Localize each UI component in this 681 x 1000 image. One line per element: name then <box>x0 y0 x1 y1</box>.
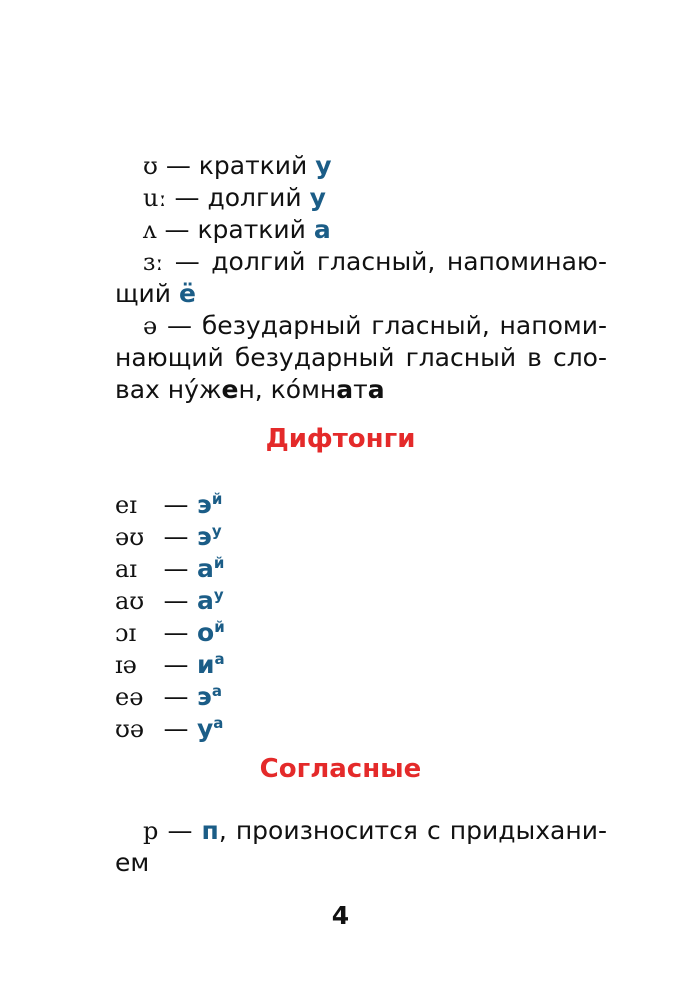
diphthong-row <box>115 483 223 519</box>
russian-letter-superscript: у <box>211 522 222 540</box>
vowel-description: щий <box>115 279 179 308</box>
russian-letter-superscript: а <box>211 682 222 700</box>
vowel-row <box>143 150 607 182</box>
section-heading-diphthongs: Дифтонги <box>265 424 416 454</box>
example-stressless-vowel: е <box>221 375 239 404</box>
russian-letter: п <box>201 816 219 845</box>
ipa-symbol: ɜː <box>143 248 164 276</box>
russian-letter: у <box>197 714 214 743</box>
dash: — <box>163 522 189 551</box>
russian-letter: ё <box>179 279 196 308</box>
vowel-description: — безударный гласный, напоми- <box>167 311 607 340</box>
russian-letter: э <box>197 682 212 711</box>
diphthong-row <box>115 611 225 647</box>
russian-letter: и <box>197 650 215 679</box>
ipa-symbol: ʊə <box>115 715 145 743</box>
vowel-row-er-line1 <box>143 246 607 278</box>
russian-letter: а <box>197 586 214 615</box>
russian-letter: э <box>197 490 212 519</box>
example-word-part: н, ко́мн <box>238 375 337 404</box>
ipa-symbol: ʊ <box>143 152 158 180</box>
russian-letter-superscript: й <box>211 490 223 508</box>
russian-letter-superscript: а <box>213 714 224 732</box>
diphthong-row <box>115 643 225 679</box>
russian-letter: а <box>313 215 331 244</box>
dash: — <box>163 618 189 647</box>
vowel-row <box>143 214 607 246</box>
page-number: 4 <box>331 901 350 930</box>
ipa-symbol: eɪ <box>115 491 137 519</box>
ipa-symbol: ə <box>143 312 158 340</box>
dash: — <box>163 490 189 519</box>
dash: — <box>163 714 189 743</box>
consonant-description: ем <box>115 848 150 877</box>
ipa-symbol: aɪ <box>115 555 137 583</box>
vowel-row-schwa-line3 <box>115 374 579 406</box>
russian-letter: у <box>309 183 326 212</box>
diphthong-row <box>115 675 222 711</box>
ipa-symbol: uː <box>143 184 167 212</box>
dash: — <box>167 816 202 845</box>
russian-letter: о <box>197 618 215 647</box>
diphthong-row <box>115 547 225 583</box>
ipa-symbol: əʊ <box>115 523 145 551</box>
vowel-row <box>143 182 607 214</box>
vowel-description: нающий безударный гласный в сло- <box>115 343 607 372</box>
russian-letter: а <box>197 554 214 583</box>
section-heading-consonants: Согласные <box>259 754 422 784</box>
example-word-part: ж <box>198 375 222 404</box>
dash: — <box>163 682 189 711</box>
vowel-row-schwa-line2 <box>115 342 607 374</box>
vowel-description: — краткий <box>157 151 316 180</box>
example-stressless-vowel: а <box>367 375 385 404</box>
russian-letter: у <box>315 151 332 180</box>
ipa-symbol: ɔɪ <box>115 619 137 647</box>
ipa-symbol: p <box>143 817 159 845</box>
vowel-description: — долгий <box>166 183 310 212</box>
dash: — <box>163 650 189 679</box>
example-word-part: вах ну́ <box>115 375 199 404</box>
consonant-description: , произносится с придыхани- <box>218 816 607 845</box>
dash: — <box>163 586 189 615</box>
diphthong-row <box>115 579 224 615</box>
example-word-part: т <box>353 375 368 404</box>
ipa-symbol: eə <box>115 683 144 711</box>
vowel-description: — краткий <box>156 215 314 244</box>
diphthong-row <box>115 515 222 551</box>
russian-letter-superscript: у <box>213 586 224 604</box>
consonant-row-p-line2 <box>115 847 579 879</box>
vowel-row-er-line2 <box>115 278 579 310</box>
russian-letter-superscript: й <box>213 554 225 572</box>
dash: — <box>163 554 189 583</box>
diphthong-row <box>115 707 224 743</box>
vowel-description: — долгий гласный, напоминаю- <box>174 247 607 276</box>
russian-letter: э <box>197 522 212 551</box>
russian-letter-superscript: а <box>214 650 225 668</box>
ipa-symbol: aʊ <box>115 587 145 615</box>
ipa-symbol: ɪə <box>115 651 137 679</box>
ipa-symbol: ʌ <box>143 216 157 244</box>
consonant-row-p-line1 <box>143 815 607 847</box>
vowel-row-schwa-line1 <box>143 310 607 342</box>
example-stressless-vowel: а <box>336 375 354 404</box>
russian-letter-superscript: й <box>214 618 225 636</box>
